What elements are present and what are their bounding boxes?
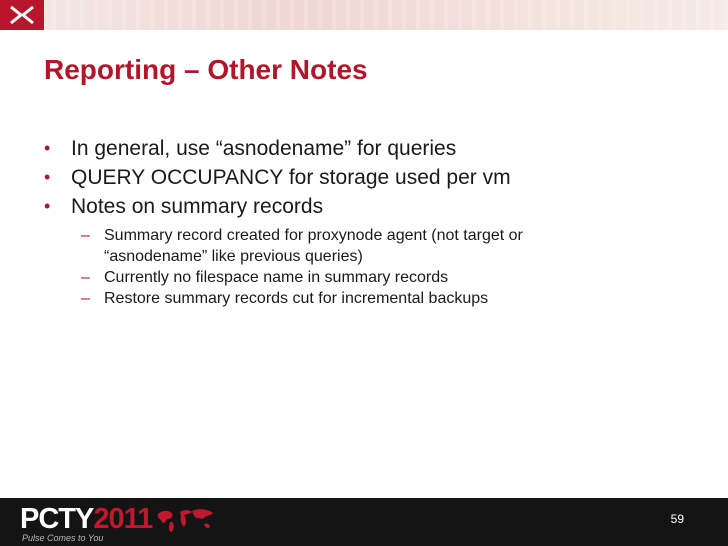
sub-bullet-marker: – bbox=[81, 269, 90, 286]
pcty-year: 2011 bbox=[93, 503, 153, 535]
world-map-icon bbox=[156, 506, 216, 536]
footer-bar bbox=[0, 498, 728, 546]
bullet-text: Notes on summary records bbox=[71, 195, 324, 218]
slide-title: Reporting – Other Notes bbox=[44, 54, 368, 85]
sub-bullet-item bbox=[71, 225, 624, 267]
bullet-item bbox=[44, 192, 684, 309]
pcty-brand: PCTY bbox=[20, 503, 94, 535]
top-banner bbox=[0, 0, 728, 30]
bullet-text: In general, use “asnodename” for queries bbox=[71, 137, 457, 160]
bullet-marker: • bbox=[44, 167, 51, 187]
sub-bullet-text: Currently no filespace name in summary records bbox=[104, 269, 449, 286]
sub-bullet-marker: – bbox=[81, 227, 90, 244]
brand-mark bbox=[0, 0, 44, 30]
sub-bullet-text: Restore summary records cut for incremental backups bbox=[104, 290, 489, 307]
page-number: 59 bbox=[670, 512, 684, 526]
bullet-marker: • bbox=[44, 138, 51, 158]
bullet-list bbox=[44, 134, 684, 309]
bullet-marker: • bbox=[44, 196, 51, 216]
sub-bullet-text: Summary record created for proxynode agent (not target or “asnodename” like previous queries) bbox=[104, 227, 523, 265]
sub-bullet-item bbox=[71, 288, 684, 309]
pcty-tagline: Pulse Comes to You bbox=[22, 533, 104, 543]
bullet-item bbox=[44, 134, 684, 163]
sub-bullet-item bbox=[71, 267, 684, 288]
bullet-text: QUERY OCCUPANCY for storage used per vm bbox=[71, 166, 511, 189]
sub-bullet-list bbox=[71, 225, 684, 309]
pcty-logo bbox=[20, 503, 152, 536]
sub-bullet-marker: – bbox=[81, 290, 90, 307]
x-brand-icon bbox=[7, 5, 37, 25]
bullet-item bbox=[44, 163, 684, 192]
